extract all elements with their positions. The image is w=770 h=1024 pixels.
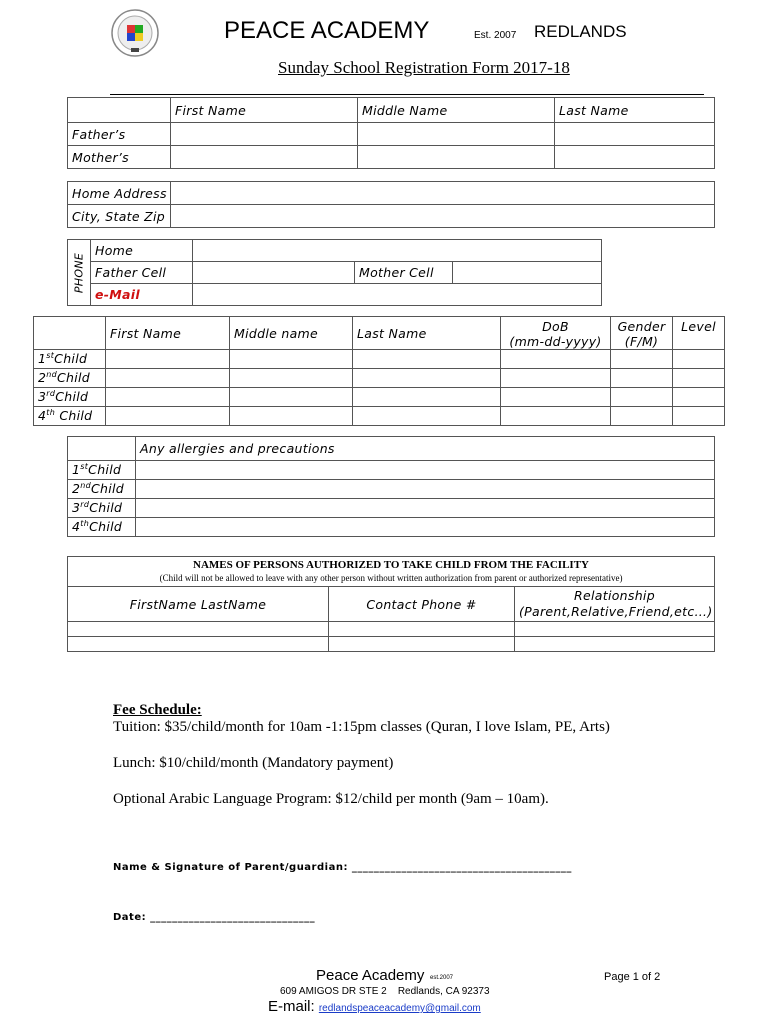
- phone-side-cell: [68, 240, 91, 306]
- allergy-child-3-field[interactable]: [136, 499, 715, 518]
- child-3-label: 3rdChild: [34, 388, 106, 407]
- children-header-first: First Name: [106, 317, 230, 350]
- established-year: Est. 2007: [474, 30, 517, 41]
- parents-header-first: First Name: [171, 98, 358, 123]
- school-name: PEACE ACADEMY: [224, 17, 430, 44]
- table-row: [34, 388, 725, 407]
- mother-cell-field[interactable]: [453, 262, 602, 284]
- allergies-corner-cell: [68, 437, 136, 461]
- child-1-level-field[interactable]: [673, 350, 725, 369]
- table-row: [68, 518, 715, 537]
- fee-lunch: Lunch: $10/child/month (Mandatory payment): [113, 755, 394, 771]
- child-2-middle-field[interactable]: [230, 369, 353, 388]
- father-first-field[interactable]: [171, 123, 358, 146]
- table-row: [68, 499, 715, 518]
- relationship-note: (Parent,Relative,Friend,etc…): [519, 604, 713, 619]
- date-line[interactable]: Date: ______________________________: [113, 912, 316, 923]
- allergies-table: [67, 436, 715, 537]
- header-divider: [110, 94, 704, 95]
- dob-format-label: (mm-dd-yyyy): [509, 334, 602, 349]
- child-4-gender-field[interactable]: [611, 407, 673, 426]
- children-header-gender: [611, 317, 673, 350]
- child-4-label: 4th Child: [34, 407, 106, 426]
- child-4-level-field[interactable]: [673, 407, 725, 426]
- child-4-first-field[interactable]: [106, 407, 230, 426]
- footer-email-link[interactable]: redlandspeaceacademy@gmail.com: [318, 1003, 481, 1014]
- mother-first-field[interactable]: [171, 146, 358, 169]
- mother-row-label: Mother’s: [68, 146, 171, 169]
- authorized-header-name: FirstName LastName: [68, 587, 329, 622]
- child-2-gender-field[interactable]: [611, 369, 673, 388]
- mother-last-field[interactable]: [555, 146, 715, 169]
- child-1-first-field[interactable]: [106, 350, 230, 369]
- gender-format-label: (F/M): [624, 334, 659, 349]
- parents-table: [67, 97, 715, 169]
- parents-corner-cell: [68, 98, 171, 123]
- city-state-zip-label: City, State Zip: [68, 205, 171, 228]
- children-table: [33, 316, 725, 426]
- gender-label: Gender: [617, 319, 666, 334]
- father-cell-label: Father Cell: [91, 262, 193, 284]
- allergies-header: Any allergies and precautions: [136, 437, 715, 461]
- footer-email-line: [268, 998, 481, 1015]
- child-3-last-field[interactable]: [353, 388, 501, 407]
- table-row: [34, 407, 725, 426]
- fee-tuition: Tuition: $35/child/month for 10am -1:15pm classes (Quran, I love Islam, PE, Arts): [113, 719, 610, 735]
- authorized-1-name-field[interactable]: [68, 622, 329, 637]
- child-2-first-field[interactable]: [106, 369, 230, 388]
- child-2-level-field[interactable]: [673, 369, 725, 388]
- child-2-label: 2ndChild: [34, 369, 106, 388]
- table-row: [34, 369, 725, 388]
- parents-header-last: Last Name: [555, 98, 715, 123]
- dob-label: DoB: [542, 319, 569, 334]
- school-city: REDLANDS: [534, 22, 627, 41]
- city-state-zip-field[interactable]: [171, 205, 715, 228]
- fee-arabic: Optional Arabic Language Program: $12/child per month (9am – 10am).: [113, 791, 549, 807]
- authorized-2-phone-field[interactable]: [329, 637, 515, 652]
- child-4-middle-field[interactable]: [230, 407, 353, 426]
- allergy-child-3-label: 3rdChild: [68, 499, 136, 518]
- email-label: e-Mail: [91, 284, 193, 306]
- child-3-first-field[interactable]: [106, 388, 230, 407]
- authorized-title-cell: [68, 557, 715, 587]
- school-logo-icon: [110, 8, 160, 58]
- footer-name: Peace Academy: [316, 967, 425, 984]
- allergy-child-1-field[interactable]: [136, 461, 715, 480]
- home-address-field[interactable]: [171, 182, 715, 205]
- father-middle-field[interactable]: [358, 123, 555, 146]
- authorized-header-phone: Contact Phone #: [329, 587, 515, 622]
- footer-address: 609 AMIGOS DR STE 2 Redlands, CA 92373: [280, 986, 490, 997]
- table-row: [68, 480, 715, 499]
- address-table: [67, 181, 715, 228]
- authorized-1-relationship-field[interactable]: [515, 622, 715, 637]
- child-2-dob-field[interactable]: [501, 369, 611, 388]
- authorized-header-relationship: [515, 587, 715, 622]
- allergy-child-2-field[interactable]: [136, 480, 715, 499]
- allergy-child-4-label: 4thChild: [68, 518, 136, 537]
- children-header-middle: Middle name: [230, 317, 353, 350]
- footer-email-label: E-mail:: [268, 998, 319, 1015]
- home-address-label: Home Address: [68, 182, 171, 205]
- child-4-last-field[interactable]: [353, 407, 501, 426]
- phone-side-label: PHONE: [72, 252, 86, 293]
- fee-schedule-heading: Fee Schedule:: [113, 702, 202, 718]
- authorized-persons-table: [67, 556, 715, 652]
- authorized-note: (Child will not be allowed to leave with any other person without written authorization from parent or authorized representative): [159, 572, 623, 583]
- child-2-last-field[interactable]: [353, 369, 501, 388]
- child-1-gender-field[interactable]: [611, 350, 673, 369]
- form-title: Sunday School Registration Form 2017-18: [278, 58, 570, 77]
- authorized-2-name-field[interactable]: [68, 637, 329, 652]
- table-row: [68, 461, 715, 480]
- phone-table: [67, 239, 602, 306]
- mother-cell-label: Mother Cell: [355, 262, 453, 284]
- child-3-middle-field[interactable]: [230, 388, 353, 407]
- children-header-level: Level: [673, 317, 725, 350]
- page-number: Page 1 of 2: [604, 971, 661, 983]
- table-row: [68, 637, 715, 652]
- child-3-gender-field[interactable]: [611, 388, 673, 407]
- mother-middle-field[interactable]: [358, 146, 555, 169]
- child-1-dob-field[interactable]: [501, 350, 611, 369]
- children-header-last: Last Name: [353, 317, 501, 350]
- authorized-2-relationship-field[interactable]: [515, 637, 715, 652]
- father-cell-field[interactable]: [193, 262, 355, 284]
- child-1-middle-field[interactable]: [230, 350, 353, 369]
- authorized-1-phone-field[interactable]: [329, 622, 515, 637]
- children-header-dob: [501, 317, 611, 350]
- home-phone-label: Home: [91, 240, 193, 262]
- footer-est: est.2007: [430, 975, 454, 981]
- parents-header-middle: Middle Name: [358, 98, 555, 123]
- child-3-dob-field[interactable]: [501, 388, 611, 407]
- father-last-field[interactable]: [555, 123, 715, 146]
- signature-line[interactable]: Name & Signature of Parent/guardian: ________________________________________: [113, 862, 572, 873]
- child-3-level-field[interactable]: [673, 388, 725, 407]
- father-row-label: Father’s: [68, 123, 171, 146]
- child-1-label: 1stChild: [34, 350, 106, 369]
- relationship-label: Relationship: [574, 588, 655, 603]
- email-field[interactable]: [193, 284, 602, 306]
- child-4-dob-field[interactable]: [501, 407, 611, 426]
- children-corner-cell: [34, 317, 106, 350]
- table-row: [68, 622, 715, 637]
- table-row: [34, 350, 725, 369]
- home-phone-field[interactable]: [193, 240, 602, 262]
- allergy-child-4-field[interactable]: [136, 518, 715, 537]
- allergy-child-2-label: 2ndChild: [68, 480, 136, 499]
- authorized-title: NAMES OF PERSONS AUTHORIZED TO TAKE CHILD FROM THE FACILITY: [193, 558, 589, 571]
- allergy-child-1-label: 1stChild: [68, 461, 136, 480]
- child-1-last-field[interactable]: [353, 350, 501, 369]
